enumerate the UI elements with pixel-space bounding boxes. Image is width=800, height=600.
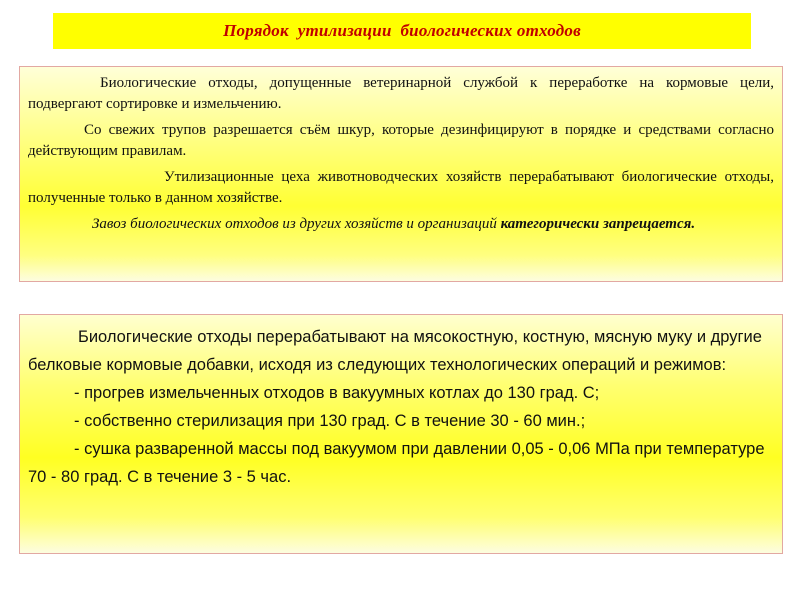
- paragraph-workshops: Утилизационные цеха животноводческих хозяйств перерабатывают биологические отходы, полученные только в данном хозяйстве.: [28, 169, 774, 206]
- import-ban-text: Завоз биологических отходов из других хозяйств и организаций: [92, 216, 501, 232]
- rules-text-box: [19, 66, 783, 282]
- processing-step: - сушка разваренной массы под вакуумом при давлении 0,05 - 0,06 МПа при температуре 70 - 80 град. С в течение 3 - 5 час.: [28, 440, 765, 486]
- paragraph-import-ban: [28, 214, 774, 235]
- slide-title: Порядок утилизации биологических отходов: [223, 21, 581, 40]
- title-banner: [53, 13, 751, 49]
- processing-step: - собственно стерилизация при 130 град. С в течение 30 - 60 мин.;: [74, 412, 586, 430]
- processing-text-box: [19, 314, 783, 554]
- paragraph-sorting: Биологические отходы, допущенные ветеринарной службой к переработке на кормовые цели, подвергают сортировке и измельчению.: [28, 75, 774, 112]
- import-ban-emphasis: категорически запрещается.: [500, 216, 696, 232]
- processing-intro: Биологические отходы перерабатывают на мясокостную, костную, мясную муку и другие белковые кормовые добавки, исходя из следующих технологических операций и режимов:: [28, 328, 762, 374]
- paragraph-skins: Со свежих трупов разрешается съём шкур, которые дезинфицируют в порядке и средствами согласно действующим правилам.: [28, 122, 774, 159]
- processing-step: - прогрев измельченных отходов в вакуумных котлах до 130 град. С;: [74, 384, 600, 402]
